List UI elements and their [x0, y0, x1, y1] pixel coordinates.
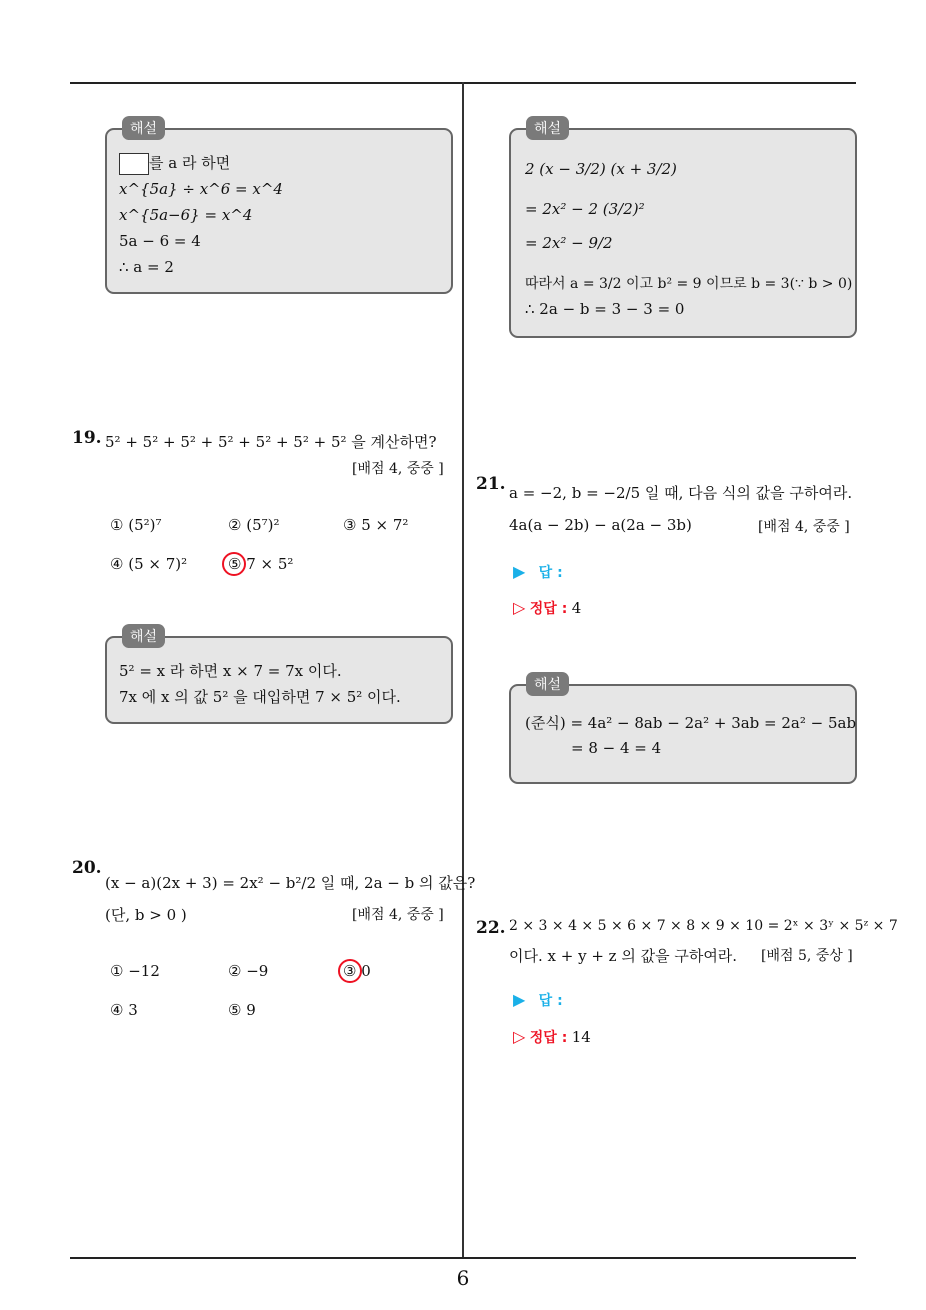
solution-tag: 해설 [526, 116, 569, 140]
solution-line: = 2x² − 9/2 [525, 234, 613, 252]
question-number: 20. [72, 858, 102, 878]
question-text: 5² + 5² + 5² + 5² + 5² + 5² + 5² 을 계산하면? [105, 433, 437, 451]
score-badge: [배점 5, 중상 ] [761, 948, 853, 964]
question-number: 19. [72, 428, 102, 448]
solution-line: 따라서 a = 3/2 이고 b² = 9 이므로 b = 3(∵ b > 0) [525, 276, 853, 292]
choice-2[interactable]: ② −9 [228, 962, 269, 980]
question-text: 2 × 3 × 4 × 5 × 6 × 7 × 8 × 9 × 10 = 2ˣ × 3ʸ × 5ᶻ × 7 [509, 918, 898, 934]
solution-box-q18 [105, 121, 453, 294]
solution-tag: 해설 [122, 624, 165, 648]
answer-input-line[interactable] [513, 562, 563, 582]
outline-triangle-icon: ▷ [513, 1027, 526, 1046]
solution-box-q19 [105, 629, 453, 724]
answer-input-line[interactable] [513, 990, 563, 1010]
answer-mark-circle [338, 959, 362, 983]
question-text-cont: 이다. x + y + z 의 값을 구하여라. [509, 947, 738, 965]
solution-tag: 해설 [122, 116, 165, 140]
choice-4[interactable]: ④ 3 [110, 1001, 138, 1019]
solution-line: = 2x² − 2 (3/2)² [525, 200, 645, 218]
correct-value: 14 [571, 1028, 591, 1046]
choice-1[interactable]: ① −12 [110, 962, 160, 980]
question-expression: 4a(a − 2b) − a(2a − 3b) [509, 516, 692, 534]
score-badge: [배점 4, 중중 ] [352, 907, 444, 923]
solution-line: x^{5a} ÷ x^6 = x^4 [119, 180, 283, 198]
solution-line: (준식) = 4a² − 8ab − 2a² + 3ab = 2a² − 5ab [525, 714, 857, 732]
solution-tag: 해설 [526, 672, 569, 696]
correct-answer-line [513, 598, 581, 618]
outline-triangle-icon: ▷ [513, 598, 526, 617]
play-triangle-icon: ▶ [513, 562, 526, 581]
solution-box-q21 [509, 677, 857, 784]
column-divider [462, 82, 464, 1259]
solution-line: ∴ 2a − b = 3 − 3 = 0 [525, 300, 685, 318]
choice-1[interactable]: ① (5²)⁷ [110, 516, 162, 534]
correct-label: 정답 : [529, 1030, 568, 1046]
play-triangle-icon: ▶ [513, 990, 526, 1009]
choice-4[interactable]: ④ (5 × 7)² [110, 555, 188, 573]
correct-answer-line [513, 1027, 591, 1047]
solution-box-q20 [509, 121, 857, 338]
solution-line: 를 a 라 하면 [119, 152, 230, 175]
question-condition: (단, b > 0 ) [105, 906, 187, 924]
solution-line: 5a − 6 = 4 [119, 232, 201, 250]
question-number: 22. [476, 918, 506, 938]
score-badge: [배점 4, 중중 ] [758, 519, 850, 535]
solution-line: x^{5a−6} = x^4 [119, 206, 253, 224]
answer-mark-circle [222, 552, 246, 576]
solution-line: 2 (x − 3/2) (x + 3/2) [525, 160, 677, 178]
question-text: a = −2, b = −2/5 일 때, 다음 식의 값을 구하여라. [509, 484, 853, 502]
solution-line: = 8 − 4 = 4 [571, 739, 662, 757]
correct-label: 정답 : [529, 601, 568, 617]
solution-line: ∴ a = 2 [119, 258, 174, 276]
choice-5[interactable]: ⑤ 7 × 5² [228, 555, 294, 573]
page-number: 6 [456, 1266, 470, 1290]
choice-2[interactable]: ② (5⁷)² [228, 516, 280, 534]
solution-line: 7x 에 x 의 값 5² 을 대입하면 7 × 5² 이다. [119, 688, 401, 706]
bottom-rule [70, 1257, 856, 1259]
solution-line: 5² = x 라 하면 x × 7 = 7x 이다. [119, 662, 342, 680]
answer-label: 답 : [538, 565, 563, 581]
question-text: (x − a)(2x + 3) = 2x² − b²/2 일 때, 2a − b 의 값은? [105, 874, 476, 892]
score-badge: [배점 4, 중중 ] [352, 461, 444, 477]
correct-value: 4 [571, 599, 582, 617]
question-number: 21. [476, 474, 506, 494]
answer-label: 답 : [538, 993, 563, 1009]
choice-3[interactable]: ③ 0 [343, 962, 371, 980]
choice-5[interactable]: ⑤ 9 [228, 1001, 256, 1019]
choice-3[interactable]: ③ 5 × 7² [343, 516, 409, 534]
blank-box [119, 153, 149, 175]
